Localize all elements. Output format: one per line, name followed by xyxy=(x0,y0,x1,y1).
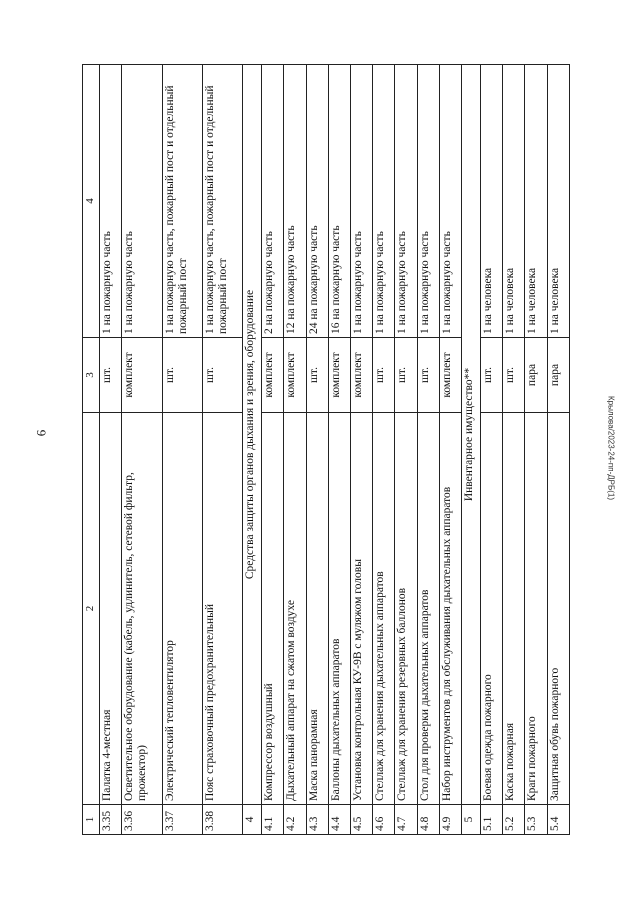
item-norm: 1 на пожарную часть, пожарный пост и отдельный пожарный пост xyxy=(162,65,202,338)
item-name: Стеллаж для хранения резервных баллонов xyxy=(395,413,417,805)
table-row xyxy=(481,65,503,835)
section-row xyxy=(462,65,481,835)
header-cell-1: 1 xyxy=(83,805,100,835)
section-number: 5 xyxy=(462,805,481,835)
table-row xyxy=(439,65,461,835)
table-row xyxy=(262,65,284,835)
item-norm: 1 на пожарную часть xyxy=(350,65,372,338)
row-number: 4.8 xyxy=(417,805,439,835)
item-unit: шт. xyxy=(306,338,328,413)
row-number: 4.4 xyxy=(328,805,350,835)
table-row xyxy=(395,65,417,835)
item-unit: шт. xyxy=(417,338,439,413)
item-unit: шт. xyxy=(481,338,503,413)
table-row xyxy=(122,65,162,835)
header-cell-3: 3 xyxy=(83,338,100,413)
table-row xyxy=(547,65,569,835)
item-unit: шт. xyxy=(100,338,122,413)
item-unit: комплект xyxy=(328,338,350,413)
item-norm: 1 на пожарную часть xyxy=(122,65,162,338)
item-norm: 2 на пожарную часть xyxy=(262,65,284,338)
item-name: Стол для проверки дыхательных аппаратов xyxy=(417,413,439,805)
item-norm: 1 на пожарную часть xyxy=(373,65,395,338)
item-unit: шт. xyxy=(503,338,525,413)
item-unit: шт. xyxy=(373,338,395,413)
table-row xyxy=(162,65,202,835)
table-row xyxy=(525,65,547,835)
table-header-row xyxy=(83,65,100,835)
header-cell-2: 2 xyxy=(83,413,100,805)
item-norm: 1 на человека xyxy=(481,65,503,338)
item-unit: комплект xyxy=(122,338,162,413)
row-number: 4.1 xyxy=(262,805,284,835)
row-number: 3.37 xyxy=(162,805,202,835)
equipment-table xyxy=(82,65,570,835)
item-norm: 1 на пожарную часть xyxy=(417,65,439,338)
item-unit: комплект xyxy=(350,338,372,413)
row-number: 4.9 xyxy=(439,805,461,835)
item-unit: шт. xyxy=(202,338,242,413)
row-number: 3.35 xyxy=(100,805,122,835)
item-name: Установка контрольная КУ-9В с муляжом головы xyxy=(350,413,372,805)
table-row xyxy=(373,65,395,835)
row-number: 4.6 xyxy=(373,805,395,835)
row-number: 4.5 xyxy=(350,805,372,835)
item-norm: 1 на человека xyxy=(525,65,547,338)
page-number: 6 xyxy=(33,429,49,437)
section-number: 4 xyxy=(243,805,262,835)
item-norm: 1 на человека xyxy=(503,65,525,338)
item-name: Пояс страховочный предохранительный xyxy=(202,413,242,805)
item-norm: 1 на пожарную часть, пожарный пост и отдельный пожарный пост xyxy=(202,65,242,338)
table-row xyxy=(306,65,328,835)
item-norm: 1 на пожарную часть xyxy=(100,65,122,338)
item-unit: комплект xyxy=(284,338,306,413)
row-number: 5.3 xyxy=(525,805,547,835)
item-name: Баллоны дыхательных аппаратов xyxy=(328,413,350,805)
item-norm: 12 на пожарную часть xyxy=(284,65,306,338)
row-number: 4.7 xyxy=(395,805,417,835)
item-unit: комплект xyxy=(262,338,284,413)
row-number: 5.2 xyxy=(503,805,525,835)
table-row xyxy=(503,65,525,835)
item-unit: шт. xyxy=(162,338,202,413)
item-unit: шт. xyxy=(395,338,417,413)
item-name: Палатка 4-местная xyxy=(100,413,122,805)
item-name: Маска панорамная xyxy=(306,413,328,805)
item-name: Каска пожарная xyxy=(503,413,525,805)
row-number: 3.36 xyxy=(122,805,162,835)
item-unit: пара xyxy=(525,338,547,413)
section-title: Инвентарное имущество** xyxy=(462,65,481,805)
row-number: 3.38 xyxy=(202,805,242,835)
row-number: 4.2 xyxy=(284,805,306,835)
row-number: 5.1 xyxy=(481,805,503,835)
item-name: Защитная обувь пожарного xyxy=(547,413,569,805)
row-number: 4.3 xyxy=(306,805,328,835)
table-row xyxy=(350,65,372,835)
item-norm: 24 на пожарную часть xyxy=(306,65,328,338)
table-row xyxy=(417,65,439,835)
item-unit: пара xyxy=(547,338,569,413)
item-name: Краги пожарного xyxy=(525,413,547,805)
item-norm: 1 на пожарную часть xyxy=(395,65,417,338)
item-norm: 16 на пожарную часть xyxy=(328,65,350,338)
section-row xyxy=(243,65,262,835)
item-name: Стеллаж для хранения дыхательных аппаратов xyxy=(373,413,395,805)
section-title: Средства защиты органов дыхания и зрения, оборудование xyxy=(243,65,262,805)
item-norm: 1 на пожарную часть xyxy=(439,65,461,338)
item-unit: комплект xyxy=(439,338,461,413)
table-row xyxy=(284,65,306,835)
side-note-text: Крылова/2023-24-пп-ДРБ(1) xyxy=(606,395,616,501)
item-norm: 1 на человека xyxy=(547,65,569,338)
row-number: 5.4 xyxy=(547,805,569,835)
table-row xyxy=(328,65,350,835)
item-name: Электрический тепловентилятор xyxy=(162,413,202,805)
header-cell-4: 4 xyxy=(83,65,100,338)
item-name: Осветительное оборудование (кабель, удлинитель, сетевой фильтр, прожектор) xyxy=(122,413,162,805)
item-name: Дыхательный аппарат на сжатом воздухе xyxy=(284,413,306,805)
item-name: Набор инструментов для обслуживания дыхательных аппаратов xyxy=(439,413,461,805)
table-row xyxy=(202,65,242,835)
item-name: Боевая одежда пожарного xyxy=(481,413,503,805)
table-row xyxy=(100,65,122,835)
table-body xyxy=(83,65,570,835)
item-name: Компрессор воздушный xyxy=(262,413,284,805)
